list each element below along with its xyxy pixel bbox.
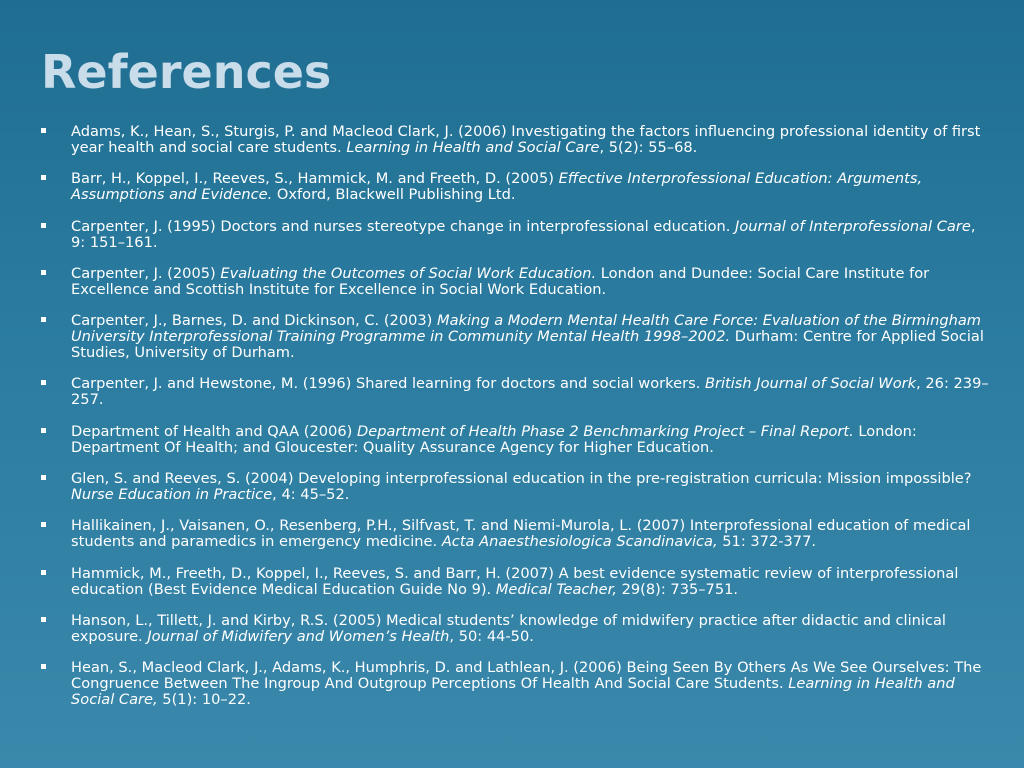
reference-details-text: , 5(2): 55–68. [599, 139, 698, 156]
square-bullet-icon [41, 223, 46, 228]
reference-details-text: , 4: 45–52. [272, 486, 350, 504]
reference-item [41, 313, 991, 361]
reference-list [41, 124, 991, 724]
reference-authors-text: Hallikainen, J., Vaisanen, O., Resenberg, P.H., Silfvast, T. and Niemi-Murola, L. (2007) Interprofessional education of medical students and paramedics in emergency medicine. [71, 517, 971, 551]
reference-source-italic: Medical Teacher, [495, 580, 617, 598]
square-bullet-icon [41, 522, 46, 527]
square-bullet-icon [41, 128, 46, 133]
reference-authors-text: Carpenter, J. (1995) Doctors and nurses stereotype change in interprofessional education. [71, 217, 736, 235]
reference-source-italic: Nurse Education in Practice [71, 486, 273, 504]
square-bullet-icon [41, 617, 46, 622]
reference-source-italic: British Journal of Social Work [704, 375, 917, 393]
reference-details-text: , 26: 239–257. [71, 375, 989, 409]
reference-item [41, 518, 991, 550]
reference-authors-text: Hanson, L., Tillett, J. and Kirby, R.S. (2005) Medical students’ knowledge of midwifery practice after didactic and clinical exposure. [71, 611, 946, 645]
reference-item [41, 660, 991, 708]
reference-source-italic: Journal of Interprofessional Care [735, 217, 971, 235]
reference-details-text: London: Department Of Health; and Gloucester: Quality Assurance Agency for Higher Education. [71, 422, 917, 456]
square-bullet-icon [41, 475, 46, 480]
square-bullet-icon [41, 270, 46, 275]
reference-item [41, 219, 991, 251]
reference-details-text: 5(1): 10–22. [157, 691, 251, 709]
reference-details-text: 51: 372-377. [717, 533, 817, 551]
reference-source-italic: Journal of Midwifery and Women’s Health [147, 627, 450, 645]
reference-item [41, 171, 991, 203]
reference-authors-text: Hammick, M., Freeth, D., Koppel, I., Reeves, S. and Barr, H. (2007) A best evidence systematic review of interprofessional education (Best Evidence Medical Education Guide No 9). [71, 564, 959, 598]
square-bullet-icon [41, 428, 46, 433]
reference-authors-text: Carpenter, J., Barnes, D. and Dickinson, C. (2003) [71, 312, 438, 330]
reference-authors-text: Hean, S., Macleod Clark, J., Adams, K., Humphris, D. and Lathlean, J. (2006) Being Seen By Others As We See Ourselves: The Congruence Between The Ingroup And Outgroup Perceptions Of Health And Social Care Students. [71, 659, 982, 693]
reference-item [41, 266, 991, 298]
reference-item [41, 566, 991, 598]
reference-details-text: Durham: Centre for Applied Social Studies, University of Durham. [71, 328, 984, 362]
square-bullet-icon [41, 570, 46, 575]
reference-authors-text: Carpenter, J. (2005) [71, 264, 221, 282]
reference-source-italic: Evaluating the Outcomes of Social Work Education. [220, 264, 597, 282]
square-bullet-icon [41, 380, 46, 385]
reference-details-text: 29(8): 735–751. [616, 580, 739, 598]
reference-source-italic: Acta Anaesthesiologica Scandinavica, [441, 533, 718, 551]
reference-details-text: London and Dundee: Social Care Institute for Excellence and Scottish Institute for Excellence in Social Work Education. [71, 264, 930, 298]
reference-details-text: , 9: 151–161. [71, 217, 976, 251]
reference-authors-text: Glen, S. and Reeves, S. (2004) Developing interprofessional education in the pre-registration curricula: Mission impossible? [71, 470, 972, 488]
reference-source-italic: Learning in Health and Social Care [346, 139, 600, 156]
reference-authors-text: Barr, H., Koppel, I., Reeves, S., Hammick, M. and Freeth, D. (2005) [71, 170, 559, 188]
reference-authors-text: Carpenter, J. and Hewstone, M. (1996) Shared learning for doctors and social workers. [71, 375, 705, 393]
square-bullet-icon [41, 175, 46, 180]
slide-title: References [41, 45, 332, 99]
square-bullet-icon [41, 317, 46, 322]
reference-item [41, 424, 991, 456]
reference-authors-text: Adams, K., Hean, S., Sturgis, P. and Macleod Clark, J. (2006) Investigating the factors influencing professional identity of first year health and social care students. [71, 123, 981, 156]
reference-source-italic: Learning in Health and Social Care, [71, 675, 955, 709]
reference-details-text: Oxford, Blackwell Publishing Ltd. [272, 186, 516, 204]
reference-item [41, 613, 991, 645]
reference-item [41, 471, 991, 503]
reference-item [41, 124, 991, 156]
reference-details-text: , 50: 44-50. [449, 627, 534, 645]
reference-source-italic: Making a Modern Mental Health Care Force: Evaluation of the Birmingham University Interprofessional Training Programme in Community Mental Health 1998–2002. [71, 312, 982, 346]
square-bullet-icon [41, 664, 46, 669]
reference-source-italic: Effective Interprofessional Education: Arguments, Assumptions and Evidence. [71, 170, 923, 204]
reference-item [41, 376, 991, 408]
reference-authors-text: Department of Health and QAA (2006) [71, 422, 357, 440]
reference-source-italic: Department of Health Phase 2 Benchmarking Project – Final Report. [356, 422, 854, 440]
